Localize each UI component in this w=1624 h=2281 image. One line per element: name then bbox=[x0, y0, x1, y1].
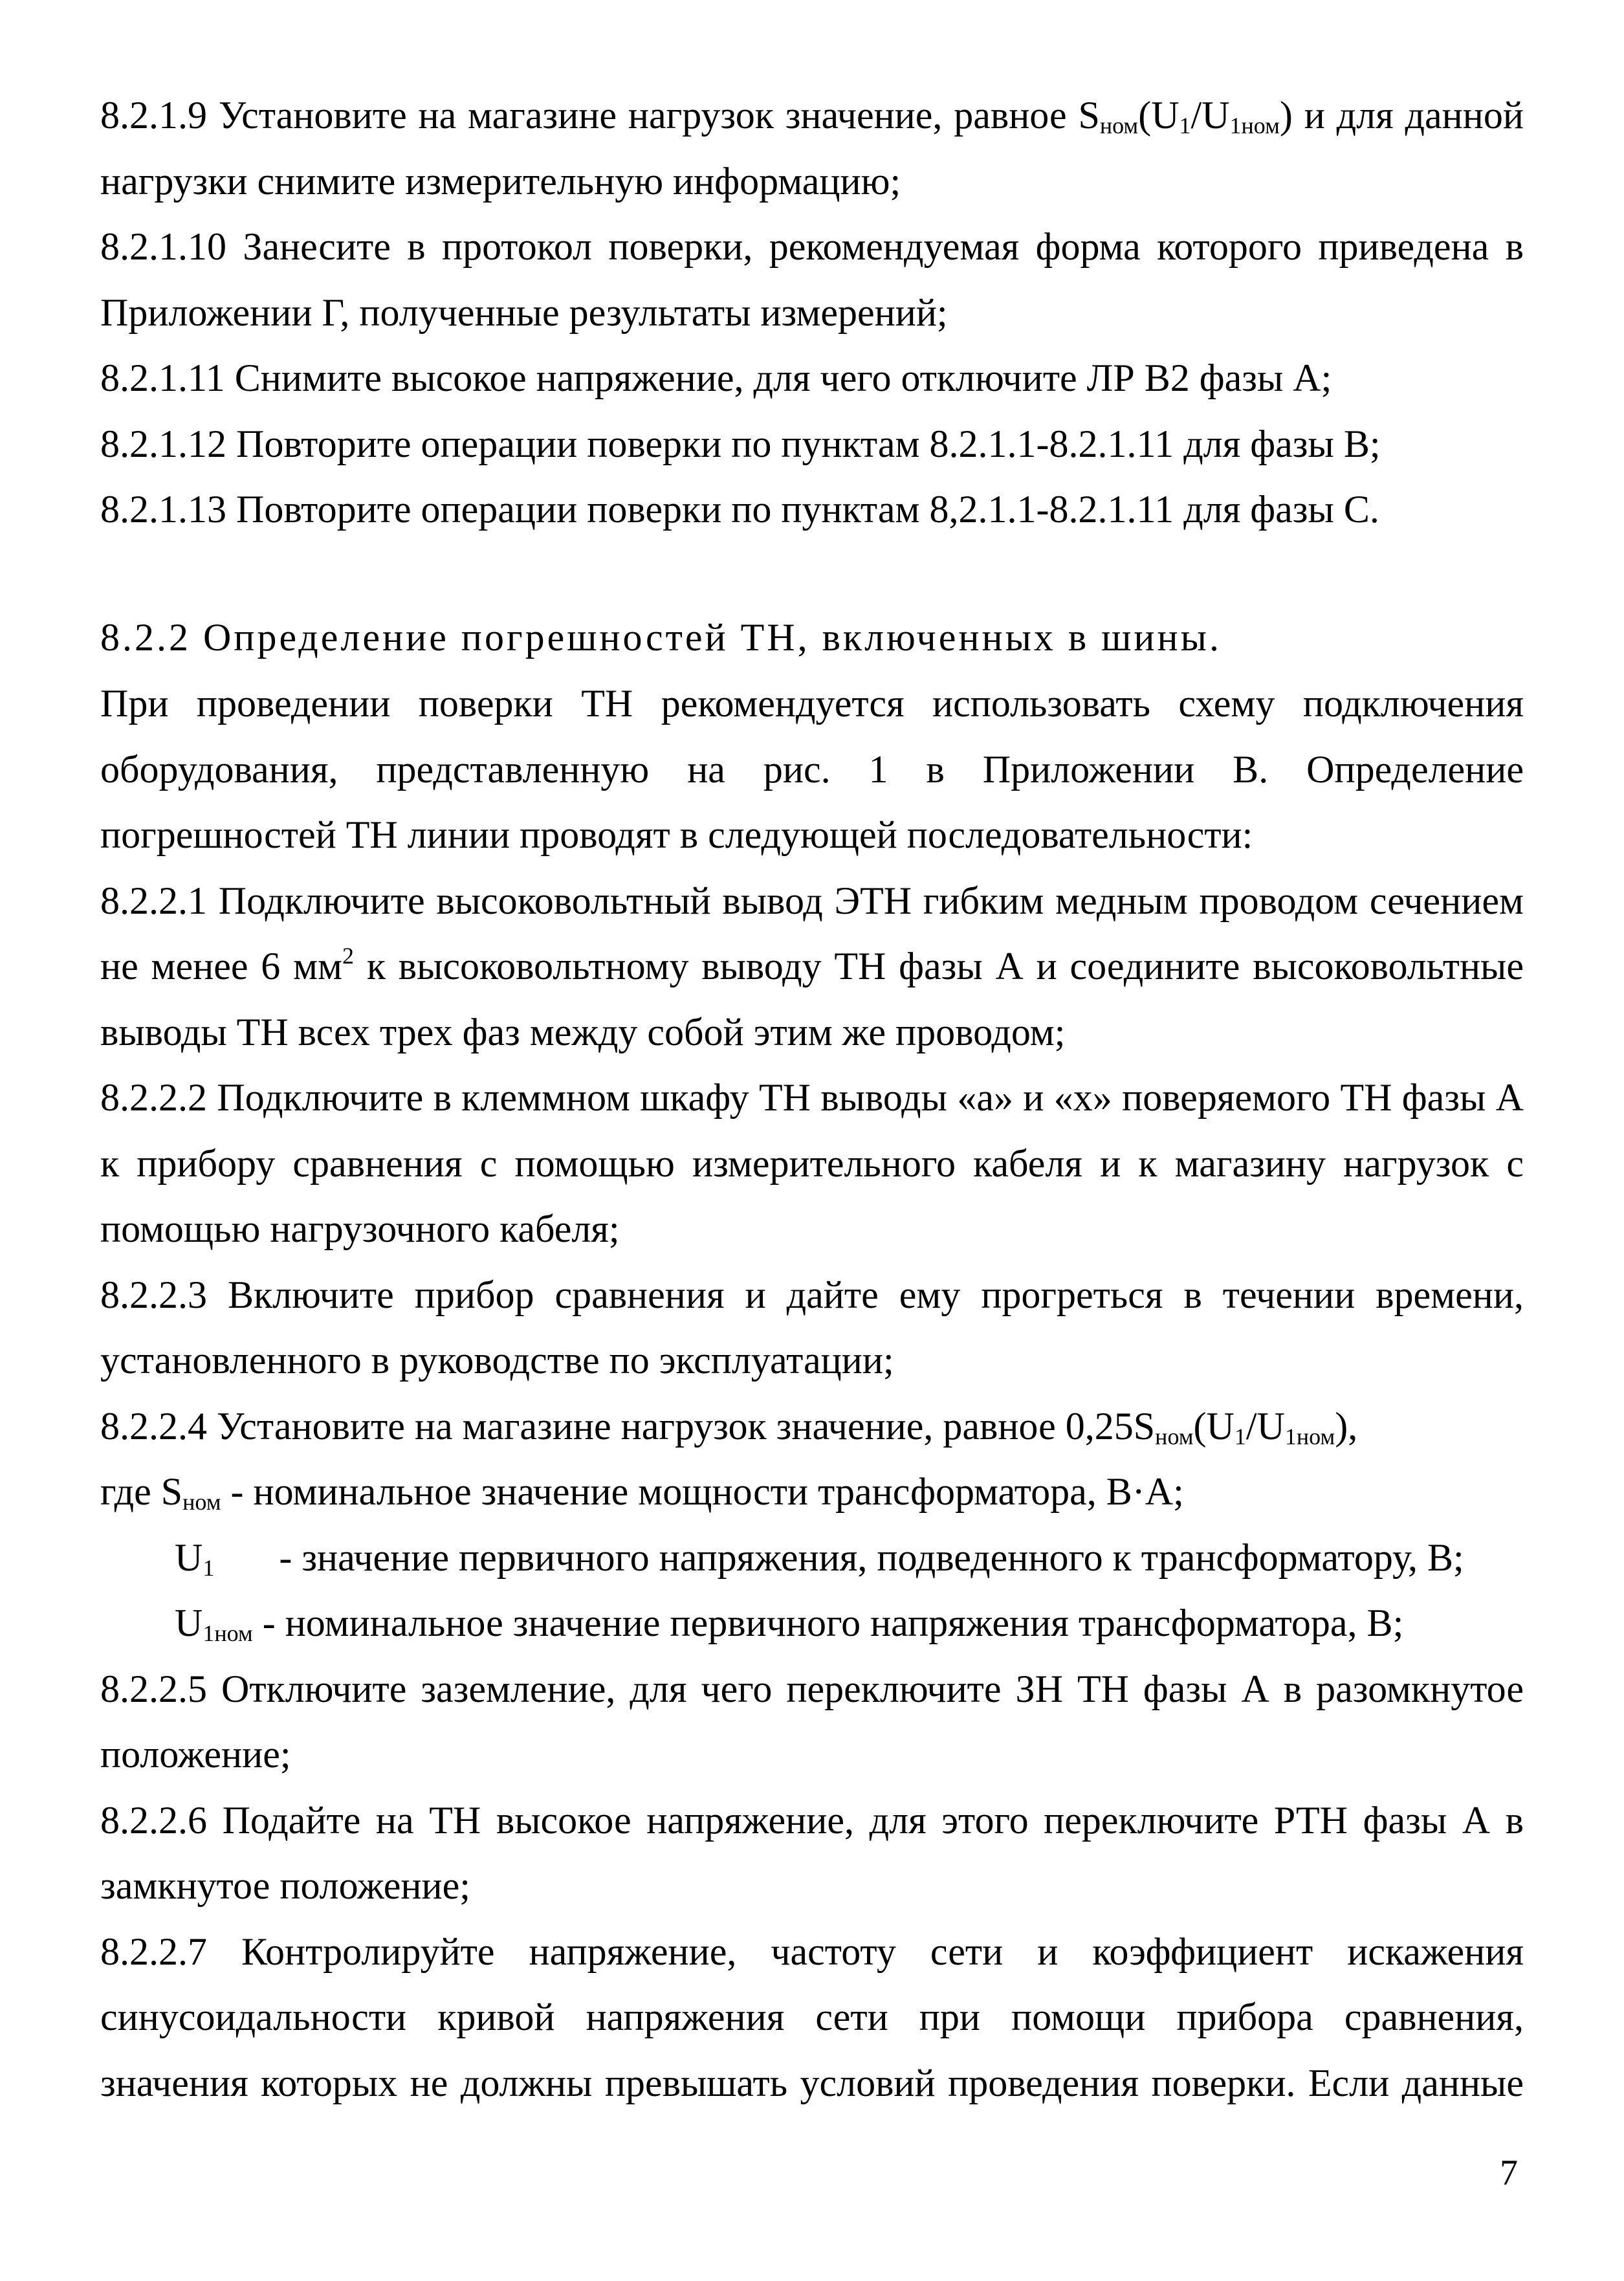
text-line: 8.2.2.3 Включите прибор сравнения и дайте ему прогреться в течении времени, bbox=[100, 1273, 1524, 1316]
subscript: ном bbox=[1155, 1424, 1194, 1449]
subscript: ном bbox=[1099, 113, 1139, 138]
superscript: 2 bbox=[342, 943, 355, 969]
text-fragment: U bbox=[175, 1536, 203, 1579]
text-line: оборудования, представленную на рис. 1 в Приложении В. Определение bbox=[100, 748, 1524, 791]
subscript: 1ном bbox=[1229, 113, 1280, 138]
text-line: установленного в руководстве по эксплуатации; bbox=[100, 1339, 894, 1382]
text-line bbox=[100, 93, 1524, 138]
text-line: 8.2.2.6 Подайте на ТН высокое напряжение, для этого переключите РТН фазы А в bbox=[100, 1799, 1524, 1842]
text-line: нагрузки снимите измерительную информацию; bbox=[100, 160, 901, 203]
text-line bbox=[100, 1404, 1524, 1449]
text-line bbox=[100, 943, 1524, 989]
text-fragment: 8.2.1.9 Установите на магазине нагрузок значение, равное S bbox=[100, 94, 1100, 137]
text-line: к прибору сравнения с помощью измерительного кабеля и к магазину нагрузок с bbox=[100, 1142, 1524, 1185]
text-line: погрешностей ТН линии проводят в следующей последовательности: bbox=[100, 813, 1253, 856]
text-fragment: /U bbox=[1245, 1405, 1285, 1448]
text-line bbox=[100, 1469, 1524, 1514]
subscript: 1ном bbox=[203, 1620, 253, 1646]
text-fragment: - номинальное значение мощности трансформатора, В·А; bbox=[221, 1470, 1184, 1513]
text-fragment: ), bbox=[1335, 1405, 1358, 1448]
text-line: 8.2.2.5 Отключите заземление, для чего переключите ЗН ТН фазы А в разомкнутое bbox=[100, 1668, 1524, 1710]
text-fragment: 8.2.2.4 Установите на магазине нагрузок значение, равное 0,25S bbox=[100, 1405, 1156, 1448]
text-fragment: - значение первичного напряжения, подведенного к трансформатору, В; bbox=[279, 1536, 1464, 1579]
text-line: Приложении Г, полученные результаты измерений; bbox=[100, 291, 948, 334]
subscript: 1 bbox=[1179, 113, 1191, 138]
text-line: При проведении поверки ТН рекомендуется использовать схему подключения bbox=[100, 682, 1524, 725]
subscript: 1ном bbox=[1284, 1424, 1335, 1449]
text-line: 8.2.1.10 Занесите в протокол поверки, рекомендуемая форма которого приведена в bbox=[100, 225, 1524, 268]
text-line: помощью нагрузочного кабеля; bbox=[100, 1207, 620, 1250]
text-fragment: ) и для данной bbox=[1279, 94, 1524, 137]
text-fragment: (U bbox=[1193, 1405, 1234, 1448]
text-fragment: /U bbox=[1191, 94, 1230, 137]
text-fragment: к высоковольтному выводу ТН фазы А и соедините высоковольтные bbox=[354, 945, 1524, 987]
text-line bbox=[175, 1535, 1598, 1580]
text-line: значения которых не должны превышать условий проведения поверки. Если данные bbox=[100, 2062, 1524, 2104]
subscript: ном bbox=[182, 1489, 221, 1515]
text-line: синусоидальности кривой напряжения сети при помощи прибора сравнения, bbox=[100, 1996, 1524, 2038]
text-fragment: не менее 6 мм bbox=[100, 945, 343, 987]
text-line: 8.2.2.2 Подключите в клеммном шкафу ТН выводы «а» и «х» поверяемого ТН фазы А bbox=[100, 1076, 1524, 1119]
text-fragment: - номинальное значение первичного напряжения трансформатора, В; bbox=[252, 1602, 1404, 1644]
text-line: положение; bbox=[100, 1733, 291, 1776]
text-line: 8.2.1.13 Повторите операции поверки по пунктам 8,2.1.1-8.2.1.11 для фазы С. bbox=[100, 488, 1379, 531]
text-line: 8.2.1.12 Повторите операции поверки по пунктам 8.2.1.1-8.2.1.11 для фазы В; bbox=[100, 423, 1381, 465]
text-line: 8.2.1.11 Снимите высокое напряжение, для чего отключите ЛР В2 фазы А; bbox=[100, 357, 1332, 399]
text-fragment: U bbox=[175, 1602, 203, 1644]
subscript: 1 bbox=[203, 1555, 215, 1581]
text-line: замкнутое положение; bbox=[100, 1864, 470, 1907]
section-heading: 8.2.2 Определение погрешностей ТН, включенных в шины. bbox=[100, 616, 1222, 659]
text-line: 8.2.2.7 Контролируйте напряжение, частоту сети и коэффициент искажения bbox=[100, 1930, 1524, 1973]
page-number: 7 bbox=[1500, 2153, 1518, 2193]
subscript: 1 bbox=[1234, 1424, 1246, 1449]
text-line: выводы ТН всех трех фаз между собой этим же проводом; bbox=[100, 1011, 1066, 1053]
text-line: 8.2.2.1 Подключите высоковольтный вывод ЭТН гибким медным проводом сечением bbox=[100, 879, 1524, 922]
text-fragment: (U bbox=[1138, 94, 1180, 137]
text-fragment: где S bbox=[100, 1470, 183, 1513]
text-line bbox=[175, 1600, 1598, 1646]
